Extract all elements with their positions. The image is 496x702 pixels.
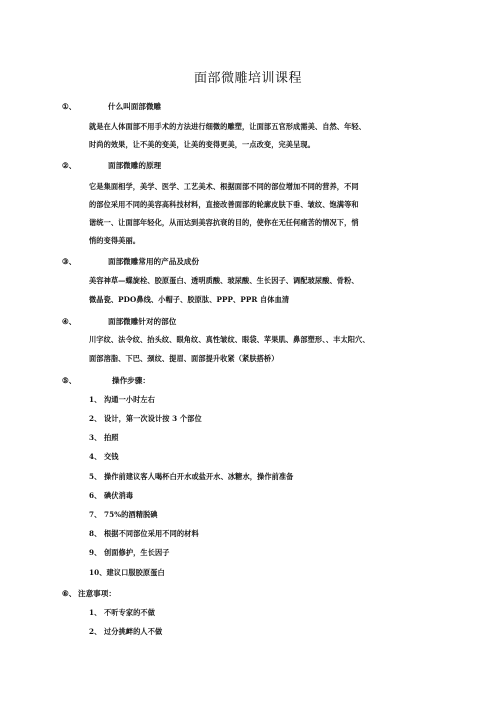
section-heading-6: ⑥、 注意事项： — [62, 589, 116, 598]
section-2-line-3: 谐统一、让面部年轻化，从而达到美容抗衰的目的，使你在无任何痛苦的情况下，悄 — [89, 218, 359, 227]
step-item: 2、 设计，第一次设计按 3 个部位 — [89, 414, 202, 423]
section-number: ②、 — [62, 161, 77, 170]
step-item: 1、 沟通一小时左右 — [89, 395, 156, 404]
section-heading-3 — [62, 256, 199, 267]
section-3-line-2: 微晶瓷、PDO鼻线、小帽子、胶原肽、PPP、PPR 自体血清 — [89, 295, 290, 304]
section-heading-text: 面部微雕常用的产品及成份 — [108, 257, 200, 266]
section-heading-4 — [62, 316, 176, 327]
section-heading-text: 面部微雕的原理 — [108, 161, 162, 170]
section-1-line-1: 就是在人体面部不用手术的方法进行细微的雕塑，让面部五官形成需美、自然、年轻、 — [89, 122, 366, 131]
document-title: 面部微雕培训课程 — [193, 71, 302, 86]
section-2-line-4: 悄的变得美丽。 — [89, 236, 141, 245]
step-item: 6、 碘伏消毒 — [89, 491, 134, 500]
step-item: 5、 操作前建议客人喝杯白开水或盐开水、冰糖水，操作前准备 — [89, 472, 294, 481]
section-2-line-2: 的部位采用不同的美容高科技材料，直接改善面部的轮廓皮肤下垂、皱纹、饱满等和 — [89, 200, 359, 209]
section-heading-5 — [62, 375, 150, 386]
section-heading-2 — [62, 160, 161, 171]
note-item: 1、 不听专家的不做 — [89, 608, 156, 617]
section-number: ④、 — [62, 317, 77, 326]
step-item: 8、 根据不同部位采用不同的材料 — [89, 529, 199, 538]
section-heading-text: 面部微雕针对的部位 — [108, 317, 177, 326]
section-number: ①、 — [62, 102, 77, 111]
section-1-line-2: 时尚的效果，让不美的变美，让美的变得更美，一点改变，完美呈现。 — [89, 140, 315, 149]
section-heading-1 — [62, 101, 161, 112]
section-number: ⑤、 — [62, 376, 77, 385]
section-number: ③、 — [62, 257, 77, 266]
section-2-line-1: 它是集面相学，美学、医学、工艺美术、根据面部不同的部位增加不同的营养，不同 — [89, 182, 359, 191]
section-heading-text: 什么叫面部微雕 — [108, 102, 162, 111]
section-4-line-2: 面部溶脂、下巴、颈纹、提眉、面部提升收紧（紧肤搭桥） — [89, 354, 279, 363]
step-item: 4、 交钱 — [89, 452, 119, 461]
step-item: 9、 创面修护，生长因子 — [89, 548, 170, 557]
section-heading-text: 操作步骤： — [112, 376, 150, 385]
step-item: 10、建议口服胶原蛋白 — [89, 568, 165, 577]
section-heading-text: 注意事项： — [78, 589, 116, 598]
note-item: 2、 过分挑衅的人不做 — [89, 627, 163, 636]
step-item: 7、 75%的酒精脱碘 — [89, 510, 158, 519]
section-4-line-1: 川字纹、法令纹、抬头纹、眼角纹、真性皱纹、眼袋、苹果肌、鼻部塑形、、丰太阳穴、 — [89, 335, 370, 344]
step-item: 3、 拍照 — [89, 433, 119, 442]
section-3-line-1: 美容神草—蝶旋栓、胶原蛋白、透明质酸、玻尿酸、生长因子、调配玻尿酸、骨粉、 — [89, 276, 359, 285]
